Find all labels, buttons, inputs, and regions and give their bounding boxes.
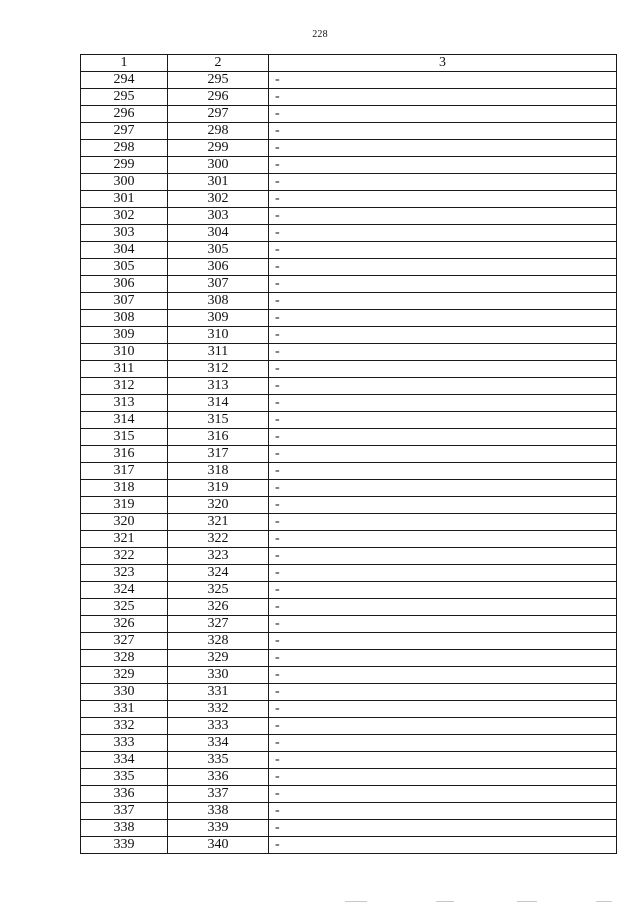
table-row (81, 89, 617, 106)
table-cell-col2: 339 (168, 820, 269, 837)
data-table (80, 54, 617, 854)
table-row (81, 72, 617, 89)
table-cell-col1: 301 (81, 191, 168, 208)
table-cell-col2: 331 (168, 684, 269, 701)
table-cell-col3: - (269, 327, 617, 344)
table-cell-col3: - (269, 395, 617, 412)
table-cell-col3: - (269, 446, 617, 463)
table-cell-col2: 309 (168, 310, 269, 327)
table-cell-col1: 317 (81, 463, 168, 480)
table-cell-col2: 308 (168, 293, 269, 310)
table-cell-col1: 328 (81, 650, 168, 667)
table-cell-col3: - (269, 174, 617, 191)
table-cell-col1: 332 (81, 718, 168, 735)
table-row (81, 446, 617, 463)
table-cell-col1: 329 (81, 667, 168, 684)
table-cell-col3: - (269, 565, 617, 582)
column-header-1: 1 (81, 55, 168, 72)
table-cell-col2: 330 (168, 667, 269, 684)
table-cell-col1: 325 (81, 599, 168, 616)
table-row (81, 174, 617, 191)
table-cell-col2: 300 (168, 157, 269, 174)
table-row (81, 786, 617, 803)
table-cell-col2: 298 (168, 123, 269, 140)
table-cell-col3: - (269, 633, 617, 650)
table-cell-col3: - (269, 769, 617, 786)
table-cell-col2: 305 (168, 242, 269, 259)
table-row (81, 123, 617, 140)
table-cell-col3: - (269, 242, 617, 259)
table-cell-col3: - (269, 310, 617, 327)
table-cell-col3: - (269, 123, 617, 140)
table-cell-col1: 339 (81, 837, 168, 854)
table-cell-col2: 334 (168, 735, 269, 752)
table-cell-col1: 335 (81, 769, 168, 786)
table-cell-col1: 334 (81, 752, 168, 769)
table-cell-col3: - (269, 106, 617, 123)
table-cell-col3: - (269, 548, 617, 565)
table-cell-col1: 315 (81, 429, 168, 446)
table-row (81, 140, 617, 157)
table-cell-col1: 304 (81, 242, 168, 259)
table-row (81, 361, 617, 378)
table-cell-col1: 318 (81, 480, 168, 497)
table-cell-col2: 324 (168, 565, 269, 582)
table-cell-col3: - (269, 786, 617, 803)
table-cell-col3: - (269, 582, 617, 599)
table-cell-col3: - (269, 820, 617, 837)
table-cell-col1: 316 (81, 446, 168, 463)
table-row (81, 650, 617, 667)
table-cell-col3: - (269, 157, 617, 174)
table-row (81, 769, 617, 786)
table-row (81, 412, 617, 429)
table-cell-col1: 313 (81, 395, 168, 412)
table-row (81, 497, 617, 514)
table-row (81, 837, 617, 854)
table-cell-col2: 301 (168, 174, 269, 191)
table-row (81, 276, 617, 293)
table-cell-col3: - (269, 208, 617, 225)
table-cell-col2: 314 (168, 395, 269, 412)
table-row (81, 599, 617, 616)
table-row (81, 259, 617, 276)
table-cell-col3: - (269, 225, 617, 242)
table-cell-col2: 295 (168, 72, 269, 89)
table-cell-col3: - (269, 72, 617, 89)
table-cell-col1: 311 (81, 361, 168, 378)
table-cell-col3: - (269, 803, 617, 820)
table-cell-col1: 336 (81, 786, 168, 803)
table-cell-col3: - (269, 735, 617, 752)
table-cell-col2: 299 (168, 140, 269, 157)
table-cell-col2: 325 (168, 582, 269, 599)
table-cell-col3: - (269, 140, 617, 157)
table-cell-col1: 308 (81, 310, 168, 327)
table-cell-col2: 317 (168, 446, 269, 463)
table-cell-col2: 316 (168, 429, 269, 446)
table-cell-col1: 321 (81, 531, 168, 548)
table-row (81, 429, 617, 446)
table-cell-col1: 338 (81, 820, 168, 837)
table-row (81, 378, 617, 395)
table-row (81, 106, 617, 123)
table-cell-col2: 303 (168, 208, 269, 225)
table-cell-col1: 306 (81, 276, 168, 293)
table-row (81, 548, 617, 565)
scan-artifacts (0, 900, 640, 905)
table-cell-col1: 299 (81, 157, 168, 174)
table-cell-col1: 305 (81, 259, 168, 276)
table-cell-col3: - (269, 599, 617, 616)
table-row (81, 684, 617, 701)
table-row (81, 157, 617, 174)
table-cell-col2: 332 (168, 701, 269, 718)
table-cell-col1: 333 (81, 735, 168, 752)
table-cell-col1: 330 (81, 684, 168, 701)
table-cell-col2: 326 (168, 599, 269, 616)
table-cell-col1: 302 (81, 208, 168, 225)
table-cell-col3: - (269, 667, 617, 684)
table-cell-col3: - (269, 361, 617, 378)
table-cell-col1: 327 (81, 633, 168, 650)
table-cell-col2: 327 (168, 616, 269, 633)
table-row (81, 242, 617, 259)
table-cell-col2: 306 (168, 259, 269, 276)
table-row (81, 225, 617, 242)
table-cell-col3: - (269, 429, 617, 446)
table-row (81, 633, 617, 650)
table-cell-col2: 335 (168, 752, 269, 769)
table-cell-col2: 318 (168, 463, 269, 480)
table-cell-col1: 298 (81, 140, 168, 157)
table-cell-col3: - (269, 191, 617, 208)
table-cell-col2: 312 (168, 361, 269, 378)
table-cell-col3: - (269, 531, 617, 548)
table-cell-col2: 329 (168, 650, 269, 667)
table-cell-col3: - (269, 837, 617, 854)
table-cell-col2: 313 (168, 378, 269, 395)
table-cell-col3: - (269, 276, 617, 293)
table-row (81, 803, 617, 820)
table-cell-col2: 310 (168, 327, 269, 344)
table-row (81, 480, 617, 497)
table-row (81, 293, 617, 310)
table-cell-col3: - (269, 650, 617, 667)
table-cell-col1: 294 (81, 72, 168, 89)
table-cell-col1: 324 (81, 582, 168, 599)
table-row (81, 310, 617, 327)
table-cell-col1: 323 (81, 565, 168, 582)
table-cell-col1: 307 (81, 293, 168, 310)
table-cell-col1: 309 (81, 327, 168, 344)
table-cell-col1: 295 (81, 89, 168, 106)
table-header (81, 55, 617, 72)
table-row (81, 752, 617, 769)
table-cell-col3: - (269, 463, 617, 480)
table-cell-col2: 333 (168, 718, 269, 735)
table-cell-col2: 328 (168, 633, 269, 650)
table-row (81, 344, 617, 361)
table-cell-col3: - (269, 293, 617, 310)
table-cell-col2: 302 (168, 191, 269, 208)
table-cell-col3: - (269, 718, 617, 735)
table-cell-col3: - (269, 480, 617, 497)
table-cell-col3: - (269, 497, 617, 514)
table-cell-col2: 322 (168, 531, 269, 548)
table-cell-col3: - (269, 752, 617, 769)
column-header-3: 3 (269, 55, 617, 72)
table-row (81, 191, 617, 208)
table-row (81, 616, 617, 633)
table-cell-col1: 303 (81, 225, 168, 242)
table-cell-col1: 314 (81, 412, 168, 429)
table-cell-col2: 307 (168, 276, 269, 293)
table-row (81, 327, 617, 344)
table-body (81, 72, 617, 854)
table-row (81, 531, 617, 548)
table-cell-col2: 311 (168, 344, 269, 361)
table-cell-col1: 296 (81, 106, 168, 123)
table-cell-col1: 337 (81, 803, 168, 820)
table-row (81, 463, 617, 480)
table-cell-col2: 315 (168, 412, 269, 429)
table-cell-col2: 321 (168, 514, 269, 531)
table-cell-col3: - (269, 412, 617, 429)
table-cell-col3: - (269, 259, 617, 276)
table-cell-col2: 304 (168, 225, 269, 242)
table-cell-col3: - (269, 616, 617, 633)
table-row (81, 514, 617, 531)
table-cell-col3: - (269, 89, 617, 106)
table-row (81, 667, 617, 684)
table-row (81, 718, 617, 735)
page-number: 228 (312, 29, 328, 40)
table-cell-col2: 319 (168, 480, 269, 497)
table-row (81, 565, 617, 582)
table-cell-col1: 310 (81, 344, 168, 361)
table-cell-col3: - (269, 378, 617, 395)
table-cell-col1: 326 (81, 616, 168, 633)
table-cell-col1: 322 (81, 548, 168, 565)
table-cell-col3: - (269, 514, 617, 531)
table-row (81, 208, 617, 225)
table-cell-col3: - (269, 701, 617, 718)
table-cell-col3: - (269, 344, 617, 361)
table-cell-col1: 312 (81, 378, 168, 395)
table-cell-col2: 323 (168, 548, 269, 565)
table-row (81, 582, 617, 599)
table-cell-col2: 297 (168, 106, 269, 123)
table-row (81, 701, 617, 718)
table-cell-col2: 338 (168, 803, 269, 820)
table-cell-col1: 331 (81, 701, 168, 718)
table-row (81, 820, 617, 837)
table-cell-col2: 296 (168, 89, 269, 106)
table-cell-col2: 340 (168, 837, 269, 854)
column-header-2: 2 (168, 55, 269, 72)
header-row (81, 55, 617, 72)
table-cell-col1: 319 (81, 497, 168, 514)
table-cell-col1: 297 (81, 123, 168, 140)
table-cell-col1: 320 (81, 514, 168, 531)
table-cell-col3: - (269, 684, 617, 701)
table-cell-col1: 300 (81, 174, 168, 191)
table-cell-col2: 336 (168, 769, 269, 786)
table-row (81, 395, 617, 412)
table-row (81, 735, 617, 752)
table-cell-col2: 337 (168, 786, 269, 803)
table-cell-col2: 320 (168, 497, 269, 514)
